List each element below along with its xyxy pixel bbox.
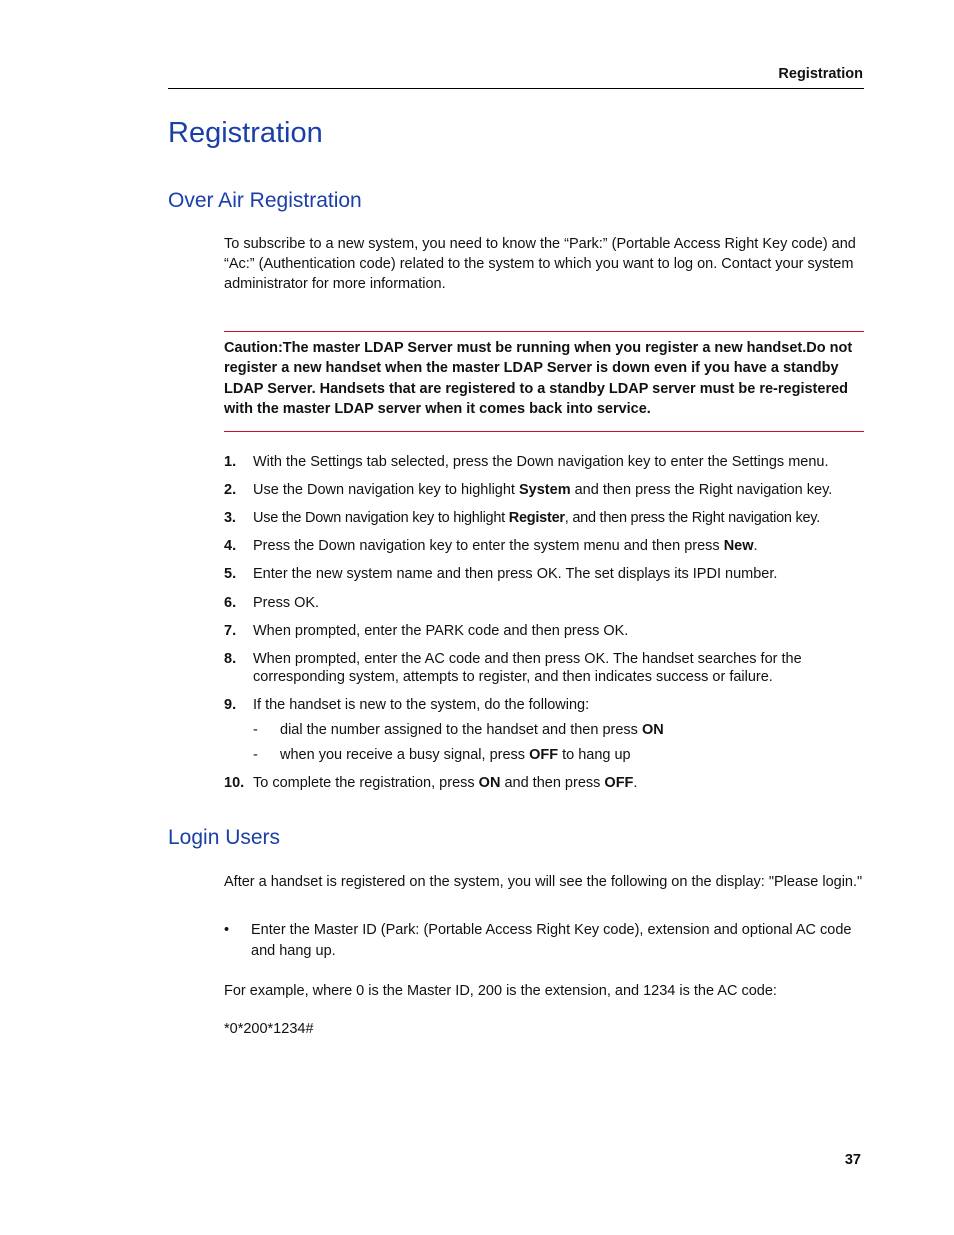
caution-bottom-rule — [224, 431, 864, 432]
step-9 — [224, 696, 864, 714]
step-text: Press the Down navigation key to enter the system menu and then press New. — [253, 538, 758, 554]
caution-top-rule — [224, 331, 864, 332]
step-number: 3. — [224, 510, 236, 526]
step-text: Use the Down navigation key to highlight System and then press the Right navigation key. — [253, 482, 833, 498]
step-number: 6. — [224, 595, 237, 611]
step-3 — [224, 509, 864, 527]
step-10 — [224, 774, 864, 792]
step-number: 9. — [224, 697, 237, 713]
step-number: 4. — [224, 538, 237, 554]
step-text: When prompted, enter the PARK code and then press OK. — [253, 623, 629, 639]
dash-marker: - — [253, 747, 258, 763]
step-7 — [224, 622, 864, 640]
example-code: *0*200*1234# — [224, 1021, 314, 1037]
step-4 — [224, 537, 864, 555]
step-2 — [224, 481, 864, 499]
step-number: 1. — [224, 454, 237, 470]
caution-note: Caution:The master LDAP Server must be running when you register a new handset.Do not register a new handset when the master LDAP Server is down even if you have a standby LDAP Server. Handsets that are registered to a standby LDAP server must be re-registered with the master LDAP server when it comes back into service. — [224, 340, 853, 417]
step-number: 5. — [224, 566, 237, 582]
step-text: With the Settings tab selected, press the Down navigation key to enter the Settings menu. — [253, 454, 829, 470]
substep-text: when you receive a busy signal, press OFF to hang up — [280, 747, 631, 763]
page-title: Registration — [168, 117, 323, 149]
section-heading-over-air: Over Air Registration — [168, 189, 362, 212]
login-intro: After a handset is registered on the system, you will see the following on the display: "Please login." — [224, 874, 863, 890]
step-text: Enter the new system name and then press OK. The set displays its IPDI number. — [253, 566, 778, 582]
step-1 — [224, 453, 864, 471]
step-number: 2. — [224, 482, 237, 498]
step-number: 8. — [224, 651, 237, 667]
bullet-text: Enter the Master ID (Park: (Portable Access Right Key code), extension and optional AC code and hang up. — [251, 922, 852, 959]
example-paragraph: For example, where 0 is the Master ID, 200 is the extension, and 1234 is the AC code: — [224, 983, 777, 999]
step-text: Press OK. — [253, 595, 320, 611]
dash-marker: - — [253, 722, 258, 738]
step-8 — [224, 650, 864, 686]
intro-paragraph: To subscribe to a new system, you need to know the “Park:” (Portable Access Right Key code) and “Ac:” (Authentication code) related to the system to which you want to log on. Contact your system administrator for more information. — [224, 236, 856, 292]
step-5 — [224, 565, 864, 583]
step-number: 7. — [224, 623, 237, 639]
step-text: To complete the registration, press ON and then press OFF. — [253, 775, 638, 791]
substep-busy — [253, 746, 863, 764]
bullet-item — [224, 920, 864, 962]
step-text: When prompted, enter the AC code and then press OK. The handset searches for the corresponding system, attempts to register, and then indicates success or failure. — [253, 651, 802, 685]
header-rule — [168, 88, 864, 89]
substep-text: dial the number assigned to the handset and then press ON — [280, 722, 664, 738]
step-number: 10. — [224, 775, 245, 791]
page-number: 37 — [844, 1152, 861, 1168]
running-header: Registration — [778, 66, 863, 82]
step-6 — [224, 594, 864, 612]
section-heading-login-users: Login Users — [168, 826, 281, 849]
step-text: If the handset is new to the system, do the following: — [253, 697, 590, 713]
bullet-marker: • — [224, 922, 230, 938]
substep-dial — [253, 721, 863, 739]
step-text: Use the Down navigation key to highlight Register, and then press the Right navigation key. — [253, 510, 821, 526]
